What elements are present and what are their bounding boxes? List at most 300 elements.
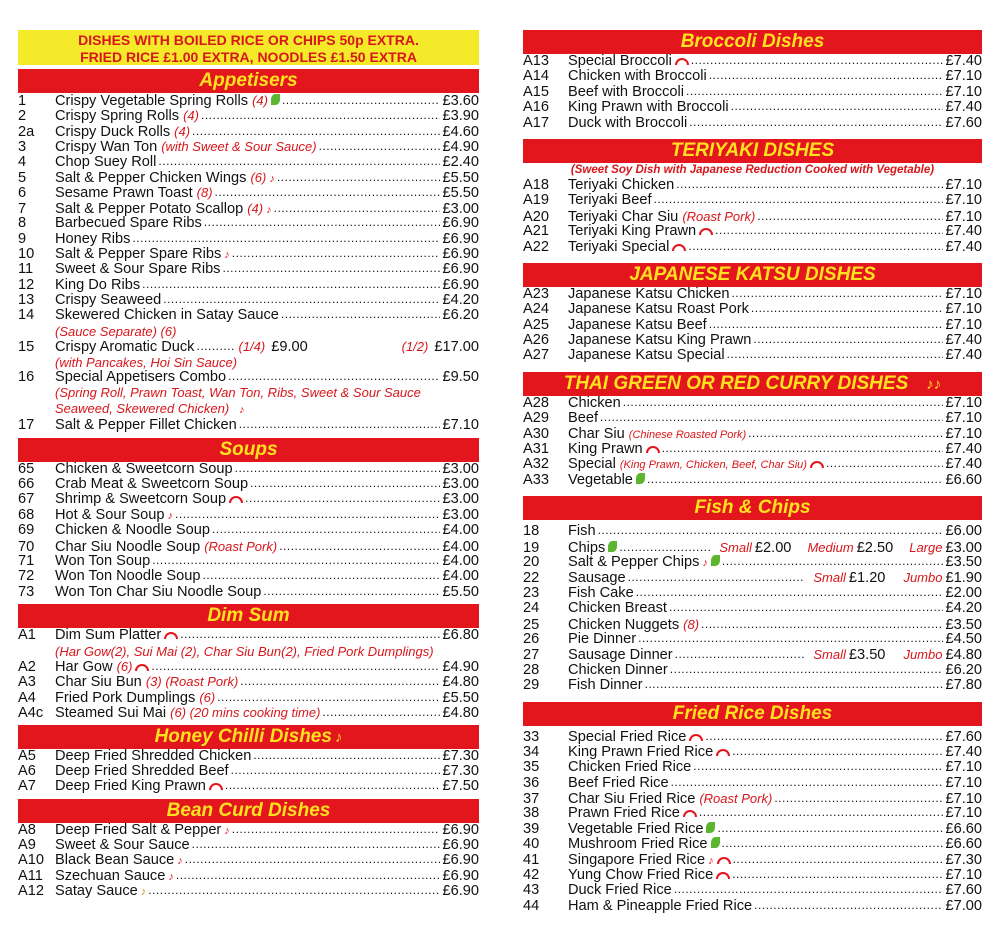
section-header-teriyaki: TERIYAKI DISHES: [523, 139, 982, 163]
prawn-icon: [675, 58, 689, 65]
dot-leader: [623, 395, 944, 410]
menu-item: [18, 884, 479, 899]
menu-right-column: [523, 30, 982, 914]
item-description: (Sauce Separate) (6): [55, 323, 177, 339]
item-name: Ham & Pineapple Fried Rice: [568, 897, 753, 914]
item-text: £9.00: [271, 339, 308, 356]
item-code: 34: [523, 743, 540, 760]
menu-item: [523, 209, 982, 224]
dot-leader: [722, 554, 944, 569]
item-name: Fish Cake: [568, 584, 634, 601]
menu-item: [523, 457, 982, 472]
item-price: £6.90: [442, 261, 479, 278]
item-code: 33: [523, 728, 540, 745]
item-code: 71: [18, 553, 35, 569]
dot-leader: [600, 410, 943, 425]
item-text: £1.20: [848, 570, 886, 587]
section-header-broccoli: Broccoli Dishes: [523, 30, 982, 54]
menu-item: [18, 585, 479, 600]
dot-leader: [598, 523, 944, 538]
menu-item: [18, 308, 479, 323]
menu-item: [18, 674, 479, 689]
item-code: 20: [523, 553, 540, 570]
item-name: Steamed Sui Mai: [55, 705, 167, 722]
item-code: 26: [523, 630, 540, 647]
dot-leader: [709, 68, 944, 83]
item-name: Salt & Pepper Potato Scallop: [55, 200, 244, 217]
item-code: 36: [523, 774, 540, 791]
dot-leader: [132, 231, 440, 246]
item-code: A19: [523, 192, 549, 209]
dot-leader: [670, 662, 944, 677]
dot-leader: [753, 332, 943, 347]
menu-item: [18, 201, 479, 216]
dot-leader: [701, 617, 943, 632]
prawn-icon: [209, 783, 223, 790]
item-code: 5: [18, 169, 27, 186]
item-text: £2.00: [754, 539, 792, 556]
item-name: Won Ton Noodle Soup: [55, 568, 201, 585]
item-code: 42: [523, 867, 540, 884]
menu-item: [523, 853, 982, 868]
menu-item: [18, 539, 479, 554]
item-price: £9.50: [442, 369, 479, 386]
item-name: Deep Fried Salt & Pepper: [55, 821, 222, 838]
item-code: A12: [18, 883, 44, 900]
beancurd-list: [18, 823, 479, 900]
item-name: Crispy Spring Rolls: [55, 108, 180, 125]
dot-leader: [277, 170, 441, 185]
item-price: £6.90: [442, 883, 479, 900]
menu-left-column: [18, 30, 479, 900]
item-name: Crispy Wan Ton: [55, 139, 158, 156]
item-name: Yung Chow Fried Rice: [568, 867, 714, 884]
item-price: £5.50: [442, 185, 479, 202]
vegetarian-leaf-icon: [271, 94, 280, 105]
item-code: A28: [523, 394, 549, 411]
menu-item: [18, 523, 479, 538]
item-name: Char Siu Noodle Soup: [55, 538, 201, 555]
item-price: £6.90: [442, 276, 479, 293]
dot-leader: [751, 301, 944, 316]
prawn-icon: [716, 749, 730, 756]
item-code: A21: [523, 223, 549, 240]
menu-item: [18, 155, 479, 170]
item-text: £3.50: [848, 647, 886, 664]
item-price: £1.90: [945, 570, 982, 587]
item-name: Sweet & Sour Spare Ribs: [55, 261, 221, 278]
item-price: £7.40: [945, 238, 982, 255]
item-code: A29: [523, 410, 549, 427]
dot-leader: [628, 570, 806, 585]
prawn-icon: [646, 446, 660, 453]
item-code: 67: [18, 491, 35, 508]
menu-item: [523, 100, 982, 115]
item-code: A4: [18, 689, 36, 706]
item-price: £6.90: [442, 215, 479, 232]
item-name: Chicken: [568, 394, 621, 411]
item-code: 72: [18, 568, 35, 585]
dot-leader: [686, 84, 943, 99]
dot-leader: [691, 53, 944, 68]
item-name: Black Bean Sauce: [55, 852, 175, 869]
item-name: Shrimp & Sweetcorn Soup: [55, 491, 227, 508]
dot-leader: [774, 791, 943, 806]
item-code: 27: [523, 647, 540, 664]
item-code: 12: [18, 276, 35, 293]
item-code: A24: [523, 301, 549, 318]
item-code: 38: [523, 805, 540, 822]
menu-item: [18, 554, 479, 569]
item-price: £7.80: [945, 677, 982, 694]
menu-item: [18, 749, 479, 764]
item-price: £7.10: [945, 301, 982, 318]
item-name: Beef: [568, 410, 599, 427]
item-code: 25: [523, 616, 540, 633]
item-code: 29: [523, 677, 540, 694]
item-name: Won Ton Soup: [55, 553, 151, 569]
katsu-list: [523, 287, 982, 364]
item-note: (1/4): [238, 339, 266, 355]
item-code: 43: [523, 882, 540, 899]
item-price: £7.10: [945, 410, 982, 427]
prawn-icon: [229, 496, 243, 503]
dot-leader: [733, 852, 944, 867]
dot-leader: [669, 600, 944, 615]
dot-leader: [699, 805, 944, 820]
item-price: £7.60: [945, 728, 982, 745]
item-name: Chicken & Sweetcorn Soup: [55, 460, 233, 477]
item-name: Deep Fried King Prawn: [55, 778, 206, 795]
menu-item: [523, 85, 982, 100]
item-price: £7.10: [945, 791, 982, 808]
item-price: £4.50: [945, 630, 982, 647]
item-name: Har Gow: [55, 658, 113, 675]
section-header-thai-curry: THAI GREEN OR RED CURRY DISHES ♪♪: [523, 372, 982, 396]
menu-item: [18, 170, 479, 185]
dot-leader: [709, 317, 944, 332]
item-price: £4.00: [442, 538, 479, 555]
item-price: £7.40: [945, 223, 982, 240]
dot-leader: [239, 417, 441, 432]
item-name: Japanese Katsu King Prawn: [568, 332, 752, 349]
dot-leader: [152, 553, 440, 568]
menu-item: [523, 745, 982, 760]
item-code: 70: [18, 538, 35, 555]
item-note: (Roast Pork): [699, 791, 773, 807]
menu-item: [18, 339, 479, 354]
item-price: £7.10: [945, 759, 982, 776]
item-code: 22: [523, 570, 540, 587]
item-price: £6.90: [442, 837, 479, 854]
item-price: £4.00: [442, 522, 479, 539]
item-name: Sausage Dinner: [568, 647, 673, 664]
item-code: 18: [523, 523, 540, 540]
item-code: 16: [18, 369, 35, 386]
dot-leader: [654, 192, 944, 207]
menu-item: [18, 659, 479, 674]
dot-leader: [151, 659, 440, 674]
dimsum-list: [18, 628, 479, 720]
menu-item: [18, 185, 479, 200]
menu-item: [18, 628, 479, 643]
dot-leader: [274, 201, 441, 216]
item-name: Crab Meat & Sweetcorn Soup: [55, 476, 249, 493]
section-header-katsu: JAPANESE KATSU DISHES: [523, 263, 982, 287]
soups-list: [18, 462, 479, 601]
item-price: £7.10: [945, 394, 982, 411]
chili-icon: ♪♪: [926, 375, 942, 393]
chili-icon: ♪: [168, 870, 174, 883]
menu-item: [523, 54, 982, 69]
item-code: A33: [523, 471, 549, 488]
item-price: £6.20: [442, 307, 479, 324]
menu-item: [523, 348, 982, 363]
dot-leader: [647, 472, 944, 487]
dot-leader: [645, 677, 944, 692]
item-price: £6.90: [442, 230, 479, 247]
menu-item: [18, 690, 479, 705]
item-name: Salt & Pepper Fillet Chicken: [55, 417, 237, 434]
item-note: (4): [183, 108, 199, 124]
menu-item: [18, 124, 479, 139]
dot-leader: [180, 627, 440, 642]
item-note: (1/2): [401, 339, 429, 355]
item-name: Hot & Sour Soup: [55, 506, 165, 523]
item-price: £7.10: [945, 285, 982, 302]
item-name: Japanese Katsu Special: [568, 347, 725, 364]
item-note: (3) (Roast Pork): [145, 674, 239, 690]
item-code: 68: [18, 506, 35, 523]
item-name: Japanese Katsu Chicken: [568, 285, 730, 302]
item-price: £7.40: [945, 99, 982, 116]
menu-item: [523, 287, 982, 302]
item-code: 6: [18, 185, 27, 202]
item-price: £3.50: [945, 616, 982, 633]
item-name: King Prawn with Broccoli: [568, 99, 729, 116]
item-price: £17.00: [434, 339, 479, 356]
item-code: 7: [18, 200, 27, 217]
menu-item: [18, 370, 479, 385]
menu-item: [523, 806, 982, 821]
item-name: Chop Suey Roll: [55, 153, 157, 170]
chili-icon: ♪: [269, 172, 275, 185]
item-price: £3.90: [442, 108, 479, 125]
prawn-icon: [672, 244, 686, 251]
item-price: £5.50: [442, 583, 479, 600]
item-name: Mushroom Fried Rice: [568, 836, 708, 853]
prawn-icon: [164, 632, 178, 639]
chili-icon: ♪: [702, 556, 708, 569]
menu-item: [18, 418, 479, 433]
size-label: Medium: [807, 539, 854, 555]
item-note: (4): [247, 200, 264, 216]
item-code: 8: [18, 215, 27, 232]
item-name: Deep Fried Shredded Beef: [55, 762, 229, 779]
dot-leader: [688, 239, 943, 254]
broccoli-list: [523, 54, 982, 131]
dot-leader: [215, 185, 441, 200]
prawn-icon: [683, 810, 697, 817]
item-note: (6): [116, 658, 133, 674]
item-price: £3.60: [442, 93, 479, 109]
prawn-icon: [135, 664, 149, 671]
item-code: A32: [523, 456, 549, 473]
section-header-honey-chilli: Honey Chilli Dishes ♪: [18, 725, 479, 749]
item-code: A31: [523, 441, 549, 458]
item-name: Crispy Seaweed: [55, 292, 162, 309]
item-name: Duck Fried Rice: [568, 882, 672, 899]
item-price: £4.90: [442, 658, 479, 675]
item-note: (King Prawn, Chicken, Beef, Char Siu): [619, 459, 807, 472]
menu-item: [523, 427, 982, 442]
dot-leader: [222, 261, 440, 276]
thai-list: [523, 396, 982, 488]
menu-item: [523, 555, 982, 570]
dot-leader: [201, 108, 440, 123]
item-name: Sesame Prawn Toast: [55, 185, 193, 202]
chili-icon: ♪: [224, 824, 230, 837]
dot-leader: [693, 759, 943, 774]
dot-leader: [176, 868, 441, 883]
item-price: £6.20: [945, 661, 982, 678]
item-note: (Chinese Roasted Pork): [628, 428, 747, 441]
item-name: Vegetable Fried Rice: [568, 820, 704, 837]
menu-item: [523, 586, 982, 601]
menu-item: [18, 823, 479, 838]
item-code: A15: [523, 83, 549, 100]
item-name: Teriyaki Beef: [568, 192, 652, 209]
dot-leader: [228, 369, 440, 384]
item-price: £6.90: [442, 852, 479, 869]
item-price: £7.30: [945, 851, 982, 868]
prawn-icon: [699, 228, 713, 235]
item-price: £3.00: [442, 476, 479, 493]
item-price: £7.10: [945, 425, 982, 442]
item-note: (Roast Pork): [682, 208, 756, 224]
menu-item: [18, 779, 479, 794]
item-price: £7.10: [945, 867, 982, 884]
chili-icon: ♪: [708, 854, 714, 867]
menu-item: [18, 216, 479, 231]
item-name: Sausage: [568, 570, 626, 587]
item-note: (8): [683, 616, 700, 632]
menu-item: [18, 232, 479, 247]
dot-leader: [263, 584, 440, 599]
menu-item: [523, 570, 982, 585]
item-price: £4.80: [442, 674, 479, 691]
item-name: Chips: [568, 539, 606, 556]
dot-leader: [731, 286, 943, 301]
dot-leader: [676, 177, 943, 192]
item-description: (Spring Roll, Prawn Toast, Wan Ton, Ribs, Sweet & Sour Sauce: [55, 385, 421, 401]
item-name: King Prawn: [568, 441, 643, 458]
menu-item: [523, 473, 982, 488]
item-code: A17: [523, 114, 549, 131]
item-price: £4.90: [442, 139, 479, 156]
item-name: Chicken Breast: [568, 600, 667, 617]
item-code: 24: [523, 600, 540, 617]
item-price: £7.40: [945, 347, 982, 364]
size-label: Large: [909, 539, 943, 555]
menu-item: [523, 318, 982, 333]
menu-item: [18, 93, 479, 108]
dot-leader: [662, 441, 944, 456]
item-price: £7.60: [945, 882, 982, 899]
item-name: Sweet & Sour Sauce: [55, 837, 190, 854]
item-name: Chicken & Noodle Soup: [55, 522, 210, 539]
item-code: A11: [18, 867, 43, 884]
dot-leader: [674, 882, 944, 897]
item-code: 3: [18, 139, 27, 156]
size-label: Jumbo: [903, 570, 943, 586]
dot-leader: [204, 215, 441, 230]
item-code: 13: [18, 292, 35, 309]
item-name: Special Appetisers Combo: [55, 369, 227, 386]
extras-line-2: FRIED RICE £1.00 EXTRA, NOODLES £1.50 EXTRA: [80, 49, 417, 65]
item-code: A8: [18, 821, 36, 838]
item-price: £7.10: [945, 208, 982, 225]
extras-banner: [18, 30, 479, 65]
item-price: £6.60: [945, 836, 982, 853]
item-name: Japanese Katsu Roast Pork: [568, 301, 749, 318]
item-name: Satay Sauce: [55, 883, 138, 900]
dot-leader: [748, 426, 943, 441]
menu-item: [523, 69, 982, 84]
item-name: Dim Sum Platter: [55, 627, 162, 644]
item-name: Pie Dinner: [568, 630, 637, 647]
menu-item: [523, 193, 982, 208]
item-price: £7.40: [945, 332, 982, 349]
item-name: Szechuan Sauce: [55, 867, 166, 884]
item-code: A20: [523, 208, 549, 225]
dot-leader: [148, 883, 440, 898]
dot-leader: [253, 748, 440, 763]
item-name: Special: [568, 456, 616, 473]
menu-item: [523, 663, 982, 678]
prawn-icon: [716, 872, 730, 879]
item-note: (6) (20 mins cooking time): [170, 705, 321, 721]
item-price: £7.10: [945, 805, 982, 822]
item-price: £7.40: [945, 53, 982, 69]
menu-item: [523, 540, 982, 555]
item-code: 40: [523, 836, 540, 853]
dot-leader: [281, 307, 441, 322]
menu-item: [523, 396, 982, 411]
item-code: 23: [523, 584, 540, 601]
item-price: £7.40: [945, 456, 982, 473]
item-name: Chicken Fried Rice: [568, 759, 692, 776]
vegetarian-leaf-icon: [711, 555, 720, 566]
item-price: £7.50: [442, 778, 479, 795]
item-price: £4.80: [945, 647, 982, 664]
item-name: Chicken Dinner: [568, 661, 668, 678]
item-name: Beef with Broccoli: [568, 83, 684, 100]
dot-leader: [731, 99, 944, 114]
item-price: £7.40: [945, 743, 982, 760]
teriyaki-subtitle: (Sweet Soy Dish with Japanese Reduction Cooked with Vegetable): [570, 163, 935, 176]
item-price: £3.00: [442, 491, 479, 508]
menu-item: [523, 240, 982, 255]
vegetarian-leaf-icon: [711, 837, 720, 848]
item-price: £7.00: [945, 897, 982, 914]
item-code: A9: [18, 837, 36, 854]
dot-leader: [245, 491, 440, 506]
item-price: £5.50: [442, 689, 479, 706]
prawn-icon: [689, 734, 703, 741]
item-code: A27: [523, 347, 549, 364]
dot-leader: [231, 763, 441, 778]
